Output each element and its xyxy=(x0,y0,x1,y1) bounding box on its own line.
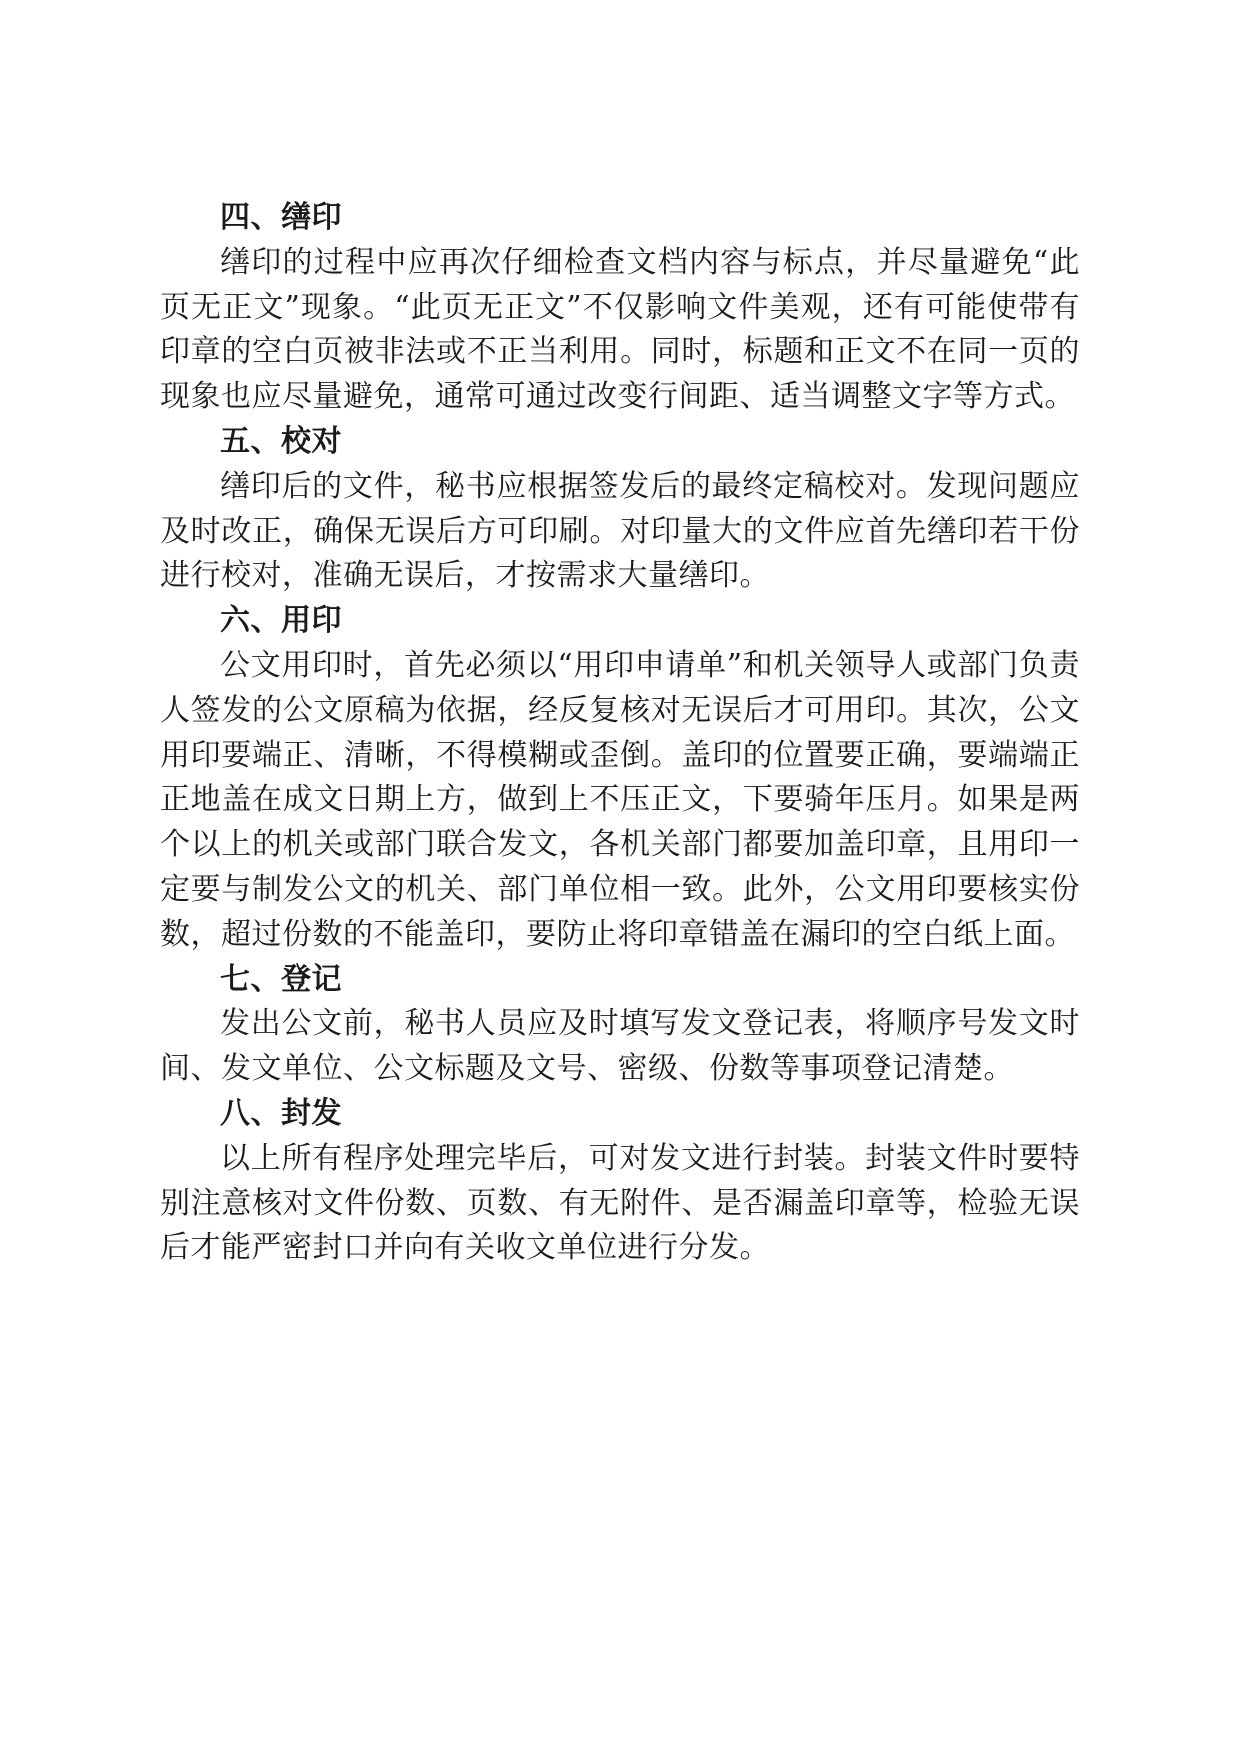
section-paragraph: 缮印后的文件，秘书应根据签发后的最终定稿校对。发现问题应及时改正，确保无误后方可印刷。对印量大的文件应首先缮印若干份进行校对，准确无误后，才按需求大量缮印。 xyxy=(160,468,1080,594)
section-paragraph: 缮印的过程中应再次仔细检查文档内容与标点，并尽量避免“此页无正文”现象。“此页无正文”不仅影响文件美观，还有可能使带有印章的空白页被非法或不正当利用。同时，标题和正文不在同一页的现象也应尽量避免，通常可通过改变行间距、适当调整文字等方式。 xyxy=(160,244,1080,415)
section-paragraph: 以上所有程序处理完毕后，可对发文进行封装。封装文件时要特别注意核对文件份数、页数、有无附件、是否漏盖印章等，检验无误后才能严密封口并向有关收文单位进行分发。 xyxy=(160,1140,1080,1266)
section-fengfa xyxy=(160,1092,1080,1271)
section-jiaodui xyxy=(160,420,1080,599)
section-heading: 六、用印 xyxy=(220,603,342,639)
section-paragraph: 发出公文前，秘书人员应及时填写发文登记表，将顺序号发文时间、发文单位、公文标题及文号、密级、份数等事项登记清楚。 xyxy=(160,1006,1080,1087)
section-heading: 四、缮印 xyxy=(220,200,342,235)
section-shanyin xyxy=(160,196,1080,420)
document-body xyxy=(160,196,1080,1271)
section-heading: 五、校对 xyxy=(220,423,342,459)
section-yongyin xyxy=(160,599,1080,957)
section-heading: 八、封发 xyxy=(220,1095,342,1131)
section-paragraph: 公文用印时，首先必须以“用印申请单”和机关领导人或部门负责人签发的公文原稿为依据，经反复核对无误后才可用印。其次，公文用印要端正、清晰，不得模糊或歪倒。盖印的位置要正确，要端端正正地盖在成文日期上方，做到上不压正文，下要骑年压月。如果是两个以上的机关或部门联合发文，各机关部门都要加盖印章，且用印一定要与制发公文的机关、部门单位相一致。此外，公文用印要核实份数，超过份数的不能盖印，要防止将印章错盖在漏印的空白纸上面。 xyxy=(160,647,1080,952)
section-dengji xyxy=(160,958,1080,1092)
section-heading: 七、登记 xyxy=(220,961,342,997)
